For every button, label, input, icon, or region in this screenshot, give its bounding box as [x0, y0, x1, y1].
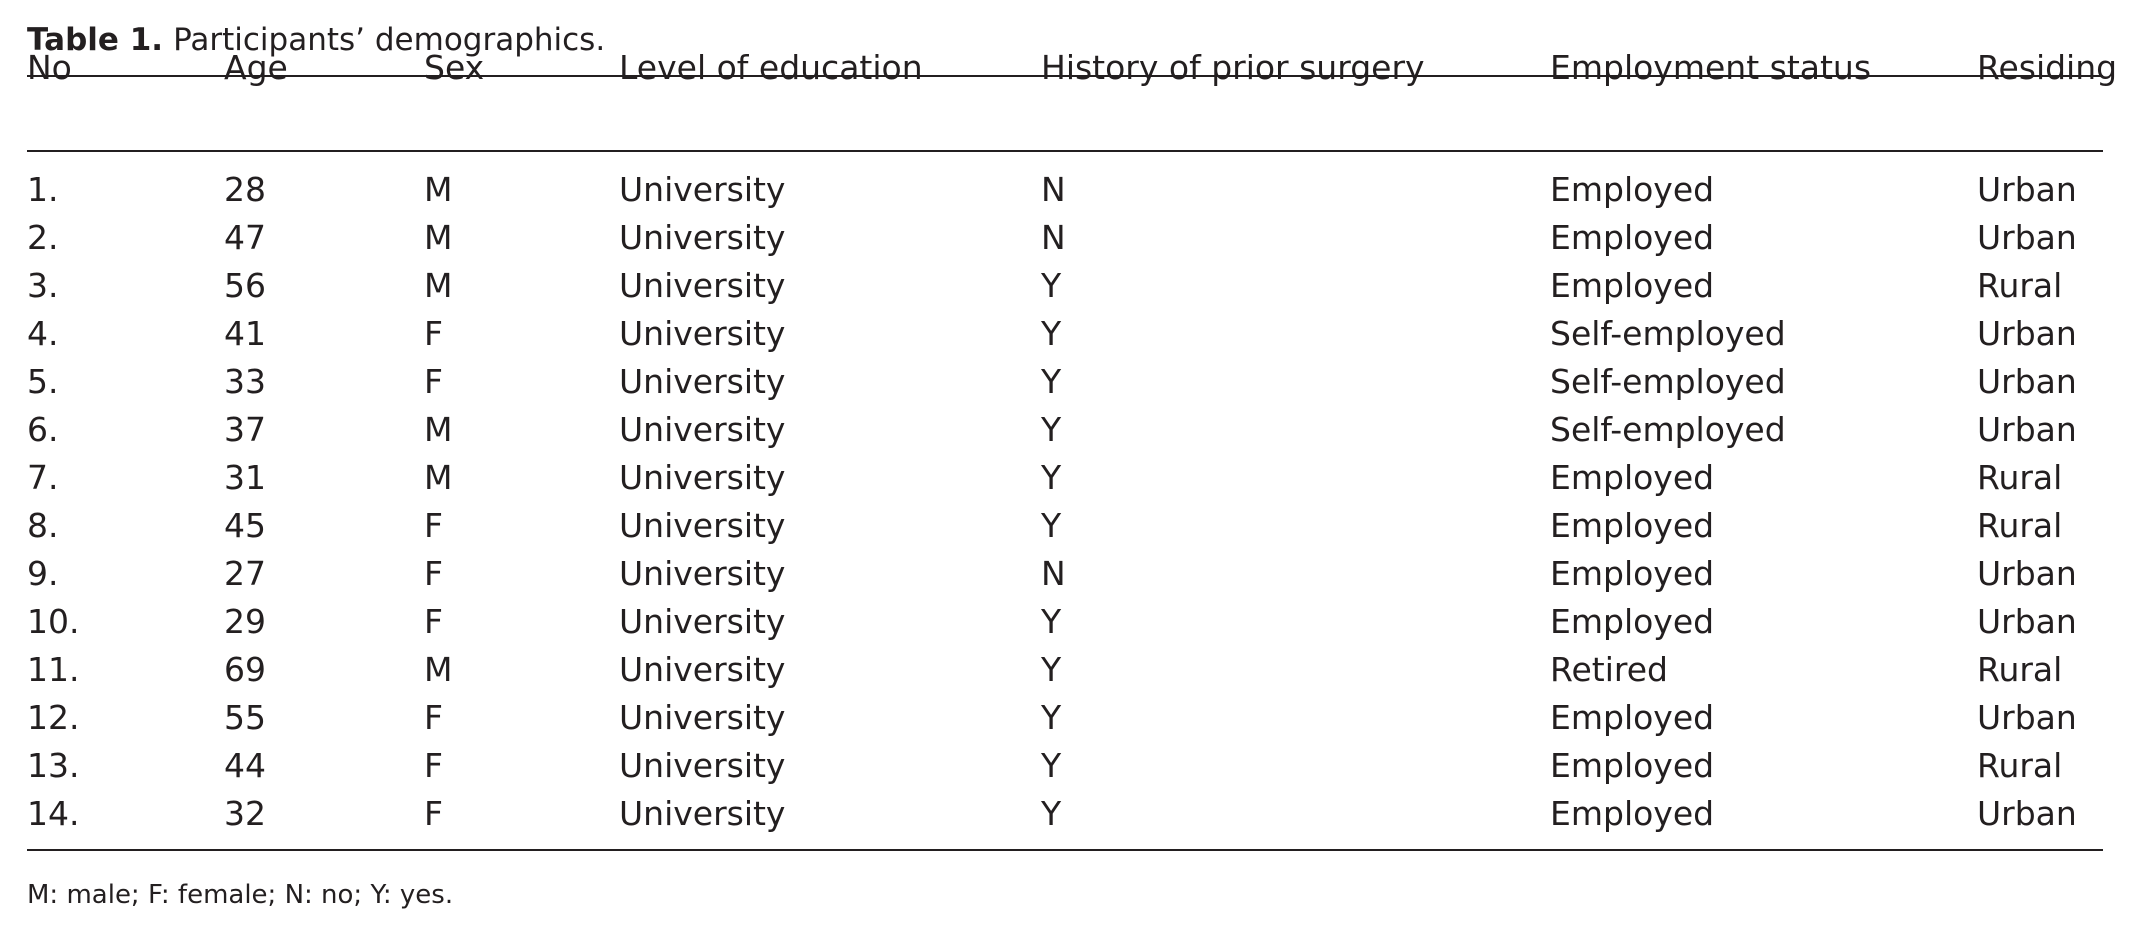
cell-employment: Self-employed — [1550, 313, 1786, 353]
cell-prior-surgery: N — [1041, 169, 1066, 209]
cell-employment: Self-employed — [1550, 361, 1786, 401]
header-age: Age — [224, 48, 288, 87]
cell-education: University — [619, 697, 786, 737]
cell-education: University — [619, 601, 786, 641]
table-body — [27, 150, 2103, 837]
cell-sex: F — [424, 745, 443, 785]
cell-employment: Employed — [1550, 745, 1715, 785]
table-row — [27, 549, 2103, 597]
cell-age: 45 — [224, 505, 266, 545]
table-row — [27, 357, 2103, 405]
cell-employment: Employed — [1550, 601, 1715, 641]
cell-residing: Urban — [1977, 361, 2077, 401]
cell-employment: Employed — [1550, 169, 1715, 209]
cell-employment: Employed — [1550, 793, 1715, 833]
cell-employment: Employed — [1550, 505, 1715, 545]
cell-residing: Rural — [1977, 505, 2063, 545]
cell-sex: M — [424, 409, 453, 449]
table-footnote: M: male; F: female; N: no; Y: yes. — [27, 880, 454, 910]
cell-sex: F — [424, 505, 443, 545]
cell-sex: F — [424, 601, 443, 641]
cell-prior-surgery: N — [1041, 217, 1066, 257]
cell-residing: Urban — [1977, 169, 2077, 209]
table-row — [27, 693, 2103, 741]
cell-residing: Rural — [1977, 457, 2063, 497]
header-row — [27, 0, 2103, 150]
cell-prior-surgery: Y — [1041, 457, 1062, 497]
cell-education: University — [619, 553, 786, 593]
cell-prior-surgery: Y — [1041, 265, 1062, 305]
table-row — [27, 597, 2103, 645]
cell-no: 12. — [27, 697, 80, 737]
cell-sex: F — [424, 313, 443, 353]
cell-age: 28 — [224, 169, 266, 209]
table-title: Participants’ demographics. — [173, 22, 606, 58]
cell-education: University — [619, 793, 786, 833]
cell-employment: Employed — [1550, 265, 1715, 305]
cell-residing: Urban — [1977, 217, 2077, 257]
cell-prior-surgery: Y — [1041, 409, 1062, 449]
cell-sex: F — [424, 697, 443, 737]
cell-education: University — [619, 409, 786, 449]
table-row — [27, 645, 2103, 693]
cell-education: University — [619, 265, 786, 305]
cell-residing: Urban — [1977, 313, 2077, 353]
cell-education: University — [619, 169, 786, 209]
cell-age: 29 — [224, 601, 266, 641]
cell-age: 41 — [224, 313, 266, 353]
cell-education: University — [619, 217, 786, 257]
cell-residing: Rural — [1977, 265, 2063, 305]
cell-age: 55 — [224, 697, 266, 737]
cell-education: University — [619, 361, 786, 401]
cell-age: 47 — [224, 217, 266, 257]
cell-age: 32 — [224, 793, 266, 833]
cell-sex: M — [424, 649, 453, 689]
cell-no: 5. — [27, 361, 59, 401]
table-row — [27, 165, 2103, 213]
cell-residing: Urban — [1977, 697, 2077, 737]
cell-no: 3. — [27, 265, 59, 305]
cell-prior-surgery: Y — [1041, 649, 1062, 689]
cell-no: 1. — [27, 169, 59, 209]
table-row — [27, 741, 2103, 789]
cell-education: University — [619, 457, 786, 497]
cell-prior-surgery: Y — [1041, 361, 1062, 401]
cell-age: 33 — [224, 361, 266, 401]
cell-employment: Retired — [1550, 649, 1668, 689]
cell-education: University — [619, 313, 786, 353]
cell-education: University — [619, 745, 786, 785]
cell-age: 69 — [224, 649, 266, 689]
table-row — [27, 261, 2103, 309]
cell-no: 4. — [27, 313, 59, 353]
header-residing: Residing — [1977, 48, 2118, 87]
demographics-table — [27, 0, 2118, 837]
cell-no: 7. — [27, 457, 59, 497]
cell-employment: Employed — [1550, 217, 1715, 257]
cell-sex: F — [424, 793, 443, 833]
cell-education: University — [619, 505, 786, 545]
header-employment: Employment status — [1550, 48, 1872, 87]
header-no: No — [27, 48, 72, 87]
cell-residing: Urban — [1977, 553, 2077, 593]
cell-employment: Employed — [1550, 553, 1715, 593]
cell-no: 11. — [27, 649, 80, 689]
cell-employment: Employed — [1550, 697, 1715, 737]
cell-sex: M — [424, 169, 453, 209]
cell-employment: Employed — [1550, 457, 1715, 497]
cell-age: 37 — [224, 409, 266, 449]
cell-sex: F — [424, 361, 443, 401]
cell-residing: Rural — [1977, 649, 2063, 689]
header-education: Level of education — [619, 48, 923, 87]
cell-prior-surgery: N — [1041, 553, 1066, 593]
cell-employment: Self-employed — [1550, 409, 1786, 449]
table-row — [27, 405, 2103, 453]
cell-sex: F — [424, 553, 443, 593]
cell-prior-surgery: Y — [1041, 313, 1062, 353]
cell-no: 13. — [27, 745, 80, 785]
cell-residing: Urban — [1977, 601, 2077, 641]
cell-age: 27 — [224, 553, 266, 593]
cell-prior-surgery: Y — [1041, 505, 1062, 545]
header-sex: Sex — [424, 48, 485, 87]
table-row — [27, 453, 2103, 501]
cell-no: 8. — [27, 505, 59, 545]
table-row — [27, 309, 2103, 357]
cell-age: 31 — [224, 457, 266, 497]
cell-education: University — [619, 649, 786, 689]
cell-residing: Urban — [1977, 793, 2077, 833]
cell-prior-surgery: Y — [1041, 601, 1062, 641]
bottom-rule — [27, 849, 2103, 851]
header-prior-surgery: History of prior surgery — [1041, 48, 1425, 87]
cell-no: 10. — [27, 601, 80, 641]
table-label: Table 1. — [27, 22, 164, 58]
cell-no: 14. — [27, 793, 80, 833]
table-row — [27, 501, 2103, 549]
cell-no: 2. — [27, 217, 59, 257]
cell-age: 56 — [224, 265, 266, 305]
cell-sex: M — [424, 265, 453, 305]
cell-no: 9. — [27, 553, 59, 593]
table-row — [27, 213, 2103, 261]
cell-no: 6. — [27, 409, 59, 449]
table-row — [27, 789, 2103, 837]
cell-age: 44 — [224, 745, 266, 785]
cell-sex: M — [424, 217, 453, 257]
cell-residing: Urban — [1977, 409, 2077, 449]
cell-sex: M — [424, 457, 453, 497]
cell-residing: Rural — [1977, 745, 2063, 785]
cell-prior-surgery: Y — [1041, 745, 1062, 785]
cell-prior-surgery: Y — [1041, 697, 1062, 737]
cell-prior-surgery: Y — [1041, 793, 1062, 833]
